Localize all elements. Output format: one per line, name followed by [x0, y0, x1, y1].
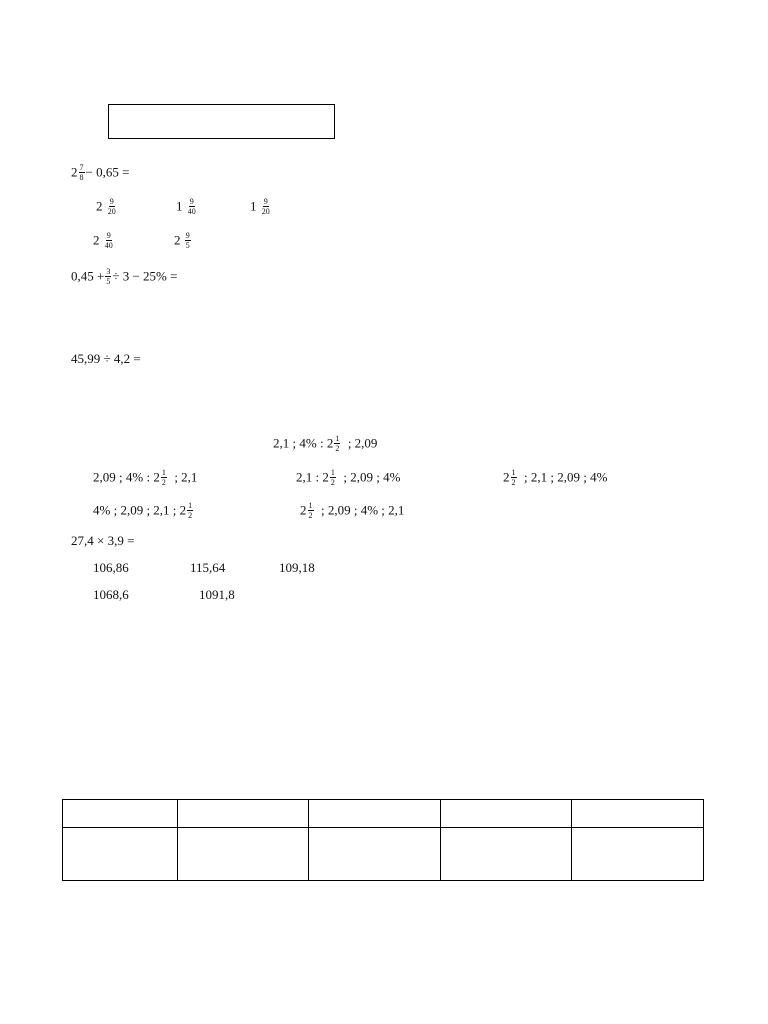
q5-option-c[interactable]: 109,18: [279, 560, 315, 575]
question-3: 45,99 ÷ 4,2 =: [71, 351, 141, 366]
answer-cell[interactable]: [63, 828, 178, 881]
q5-option-e[interactable]: 1091,8: [199, 587, 235, 602]
q1-option-d[interactable]: 2 $\frac{9}{40}$: [93, 231, 113, 250]
answer-cell[interactable]: [178, 828, 309, 881]
answer-cell[interactable]: [63, 800, 178, 828]
q4-option-d[interactable]: 4% ; 2,09 ; 2,1 ; 2 $\frac{1}{2}$: [93, 501, 193, 520]
answer-grid-body-row: [63, 828, 704, 881]
answer-cell[interactable]: [309, 828, 441, 881]
q4-option-c[interactable]: 2 $\frac{1}{2}$ ; 2,1 ; 2,09 ; 4%: [503, 468, 608, 487]
q4-option-b[interactable]: 2,1 : 2 $\frac{1}{2}$ ; 2,09 ; 4%: [296, 468, 401, 487]
q1-option-e[interactable]: 2 $\frac{9}{5}$: [174, 231, 190, 250]
fraction: $\frac{3}{5}$: [106, 267, 111, 286]
question-5: 27,4 × 3,9 =: [71, 533, 135, 548]
fraction: $\frac{7}{8}$: [79, 163, 84, 182]
answer-cell[interactable]: [309, 800, 441, 828]
q4-option-a[interactable]: 2,09 ; 4% : 2 $\frac{1}{2}$ ; 2,1: [93, 468, 198, 487]
answer-cell[interactable]: [441, 800, 572, 828]
q1-option-b[interactable]: 1 $\frac{9}{40}$: [176, 197, 196, 216]
title-box: [108, 104, 335, 139]
q1-option-c[interactable]: 1 $\frac{9}{20}$: [250, 197, 270, 216]
q5-option-a[interactable]: 106,86: [93, 560, 129, 575]
answer-grid-header-row: [63, 800, 704, 828]
question-4-stem: 2,1 ; 4% : 2 $\frac{1}{2}$ ; 2,09: [273, 434, 378, 453]
q1-option-a[interactable]: 2 $\frac{9}{20}$: [96, 197, 116, 216]
answer-grid: [62, 799, 704, 881]
answer-cell[interactable]: [572, 800, 704, 828]
question-2: 0,45 + $\frac{3}{5}$ ÷ 3 − 25% =: [71, 267, 178, 286]
q5-option-b[interactable]: 115,64: [190, 560, 226, 575]
answer-cell[interactable]: [572, 828, 704, 881]
question-1: 2 $\frac{7}{8}$ − 0,65 =: [71, 163, 130, 182]
answer-cell[interactable]: [441, 828, 572, 881]
q5-option-d[interactable]: 1068,6: [93, 587, 129, 602]
answer-cell[interactable]: [178, 800, 309, 828]
q4-option-e[interactable]: 2 $\frac{1}{2}$ ; 2,09 ; 4% ; 2,1: [300, 501, 405, 520]
